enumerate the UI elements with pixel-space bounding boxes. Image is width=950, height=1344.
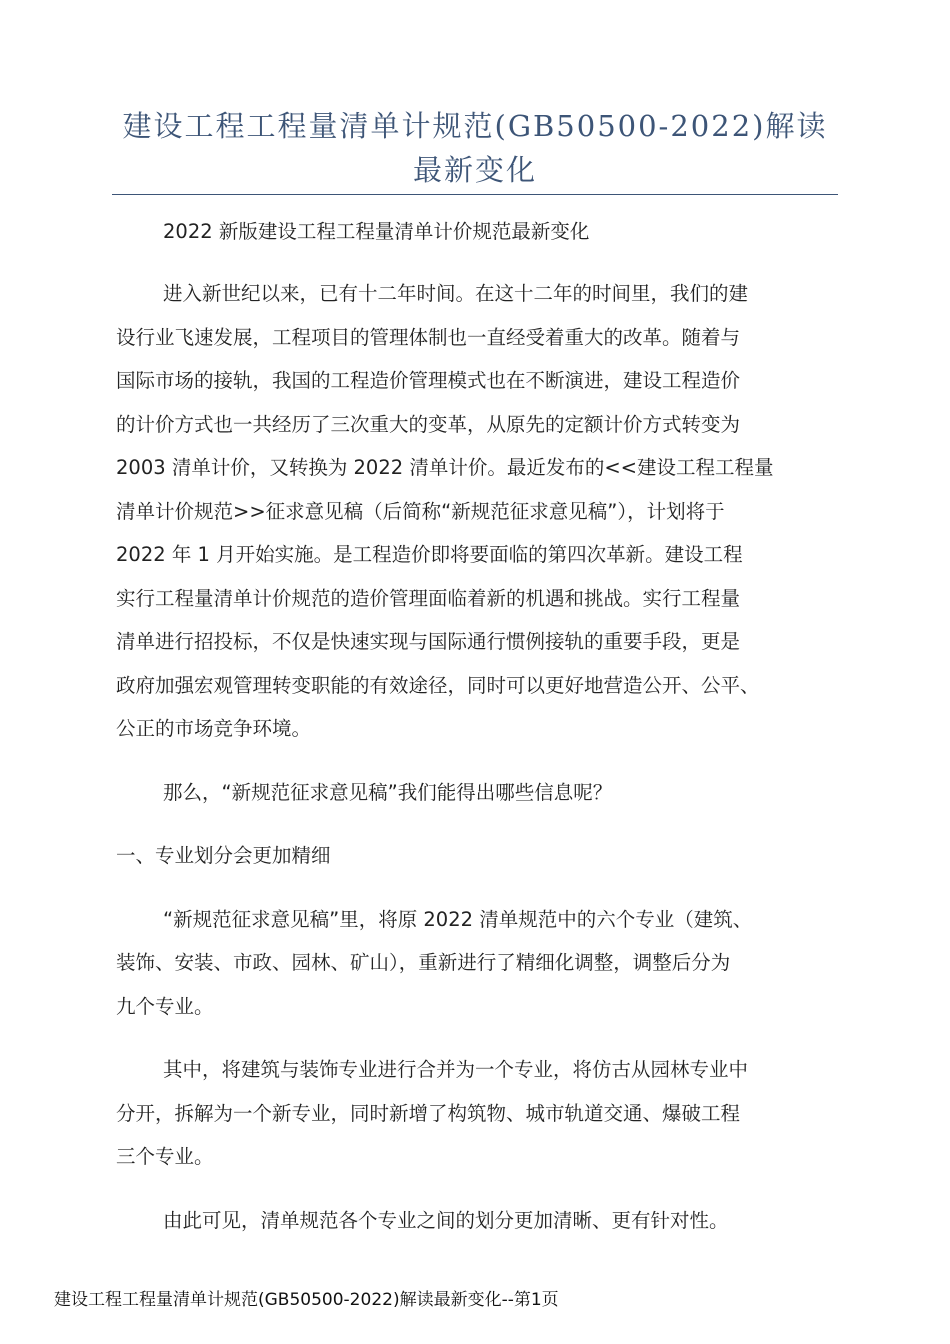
paragraph-line: 政府加强宏观管理转变职能的有效途径，同时可以更好地营造公开、公平、 — [116, 673, 760, 697]
paragraph-line: 2003 清单计价，又转换为 2022 清单计价。最近发布的<<建设工程工程量 — [116, 456, 774, 479]
page-footer: 建设工程工程量清单计规范(GB50500-2022)解读最新变化--第1页 — [54, 1290, 559, 1310]
paragraph-line: 三个专业。 — [116, 1145, 214, 1168]
paragraph-intro — [116, 272, 832, 751]
subtitle: 2022 新版建设工程工程量清单计价规范最新变化 — [163, 220, 590, 243]
title-divider — [112, 194, 838, 195]
paragraph-line: “新规范征求意见稿”里，将原 2022 清单规范中的六个专业（建筑、 — [163, 907, 753, 931]
paragraph-professions — [116, 898, 832, 1029]
paragraph-line: 清单计价规范>>征求意见稿（后简称“新规范征求意见稿”），计划将于 — [116, 499, 725, 523]
paragraph-line: 装饰、安装、市政、园林、矿山），重新进行了精细化调整，调整后分为 — [116, 951, 731, 974]
paragraph-line: 的计价方式也一共经历了三次重大的变革，从原先的定额计价方式转变为 — [116, 412, 741, 436]
paragraph-line: 分开，拆解为一个新专业，同时新增了构筑物、城市轨道交通、爆破工程 — [116, 1101, 741, 1125]
paragraph-line: 九个专业。 — [116, 994, 214, 1018]
document-title: 建设工程工程量清单计规范(GB50500-2022)解读最新变化 — [122, 109, 828, 187]
paragraph-merge — [116, 1048, 832, 1179]
paragraph-line: 清单进行招投标，不仅是快速实现与国际通行惯例接轨的重要手段，更是 — [116, 630, 741, 653]
paragraph-line: 2022 年 1 月开始实施。是工程造价即将要面临的第四次革新。建设工程 — [116, 543, 743, 566]
paragraph-line: 设行业飞速发展，工程项目的管理体制也一直经受着重大的改革。随着与 — [116, 325, 741, 349]
paragraph-line: 进入新世纪以来，已有十二年时间。在这十二年的时间里，我们的建 — [163, 282, 749, 305]
paragraph-conclusion: 由此可见，清单规范各个专业之间的划分更加清晰、更有针对性。 — [163, 1208, 729, 1232]
paragraph-line: 国际市场的接轨，我国的工程造价管理模式也在不断演进，建设工程造价 — [116, 369, 741, 392]
paragraph-line: 公正的市场竞争环境。 — [116, 717, 312, 740]
section-heading: 一、专业划分会更加精细 — [116, 844, 331, 867]
paragraph-question: 那么，“新规范征求意见稿”我们能得出哪些信息呢？ — [163, 780, 613, 804]
document-body — [116, 214, 832, 1262]
paragraph-line: 实行工程量清单计价规范的造价管理面临着新的机遇和挑战。实行工程量 — [116, 586, 741, 610]
paragraph-line: 其中，将建筑与装饰专业进行合并为一个专业，将仿古从园林专业中 — [163, 1058, 749, 1081]
